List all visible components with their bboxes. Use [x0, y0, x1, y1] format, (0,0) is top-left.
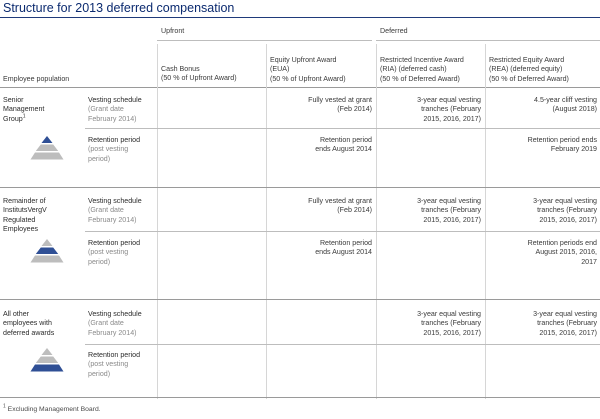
header-restricted-incentive-award: Restricted Incentive Award (RIA) (deferred cash) (50 % of Deferred Award) [380, 56, 464, 83]
g2-bottom-rule [0, 299, 600, 300]
column-divider-ria [376, 44, 377, 399]
header-bottom-rule [0, 87, 600, 88]
g1-retention-eua: Retention period ends August 2014 [315, 136, 372, 154]
title-divider [0, 17, 600, 18]
g3-vesting-schedule-label: Vesting schedule (Grant date February 2014) [88, 310, 142, 337]
g2-retention-rea: Retention periods end August 2015, 2016, 2017 [527, 239, 597, 266]
pyramid-top-tier-icon [30, 135, 64, 161]
pyramid-middle-tier-icon [30, 238, 64, 264]
upfront-group-rule [157, 40, 372, 41]
table-bottom-rule [0, 397, 600, 398]
g2-vesting-schedule-label: Vesting schedule (Grant date February 2014) [88, 197, 142, 224]
header-equity-upfront-award: Equity Upfront Award (EUA) (50 % of Upfront Award) [270, 56, 346, 83]
g1-vesting-ria: 3-year equal vesting tranches (February 2015, 2016, 2017) [417, 96, 481, 123]
group-senior-management: Senior Management Group$^1$ [3, 96, 45, 123]
g1-vesting-rea: 4.5-year cliff vesting (August 2018) [534, 96, 597, 114]
header-employee-population: Employee population [3, 75, 70, 83]
g1-vesting-eua: Fully vested at grant (Feb 2014) [308, 96, 372, 114]
deferred-group-rule [376, 40, 600, 41]
group-institutsvergv-regulated: Remainder of InstitutsVergV Regulated Employees [3, 197, 47, 233]
g1-row-divider [85, 128, 600, 129]
g1-bottom-rule [0, 187, 600, 188]
g2-vesting-ria: 3-year equal vesting tranches (February 2015, 2016, 2017) [417, 197, 481, 224]
g3-vesting-ria: 3-year equal vesting tranches (February 2015, 2016, 2017) [417, 310, 481, 337]
g3-row-divider [85, 344, 600, 345]
column-divider-rea [485, 44, 486, 399]
column-divider-cash [157, 44, 158, 399]
header-upfront: Upfront [161, 27, 185, 35]
header-restricted-equity-award: Restricted Equity Award (REA) (deferred equity) (50 % of Deferred Award) [489, 56, 569, 83]
g3-vesting-rea: 3-year equal vesting tranches (February 2015, 2016, 2017) [533, 310, 597, 337]
g2-row-divider [85, 231, 600, 232]
g1-vesting-schedule-label: Vesting schedule (Grant date February 2014) [88, 96, 142, 123]
g2-retention-eua: Retention period ends August 2014 [315, 239, 372, 257]
group-all-other-employees: All other employees with deferred awards [3, 310, 55, 337]
g3-retention-period-label: Retention period (post vesting period) [88, 351, 141, 378]
footnote: $^1$ Excluding Management Board. [3, 403, 101, 413]
header-cash-bonus: Cash Bonus (50 % of Upfront Award) [161, 65, 237, 83]
page-title: Structure for 2013 deferred compensation [3, 1, 235, 15]
g2-vesting-eua: Fully vested at grant (Feb 2014) [308, 197, 372, 215]
g1-retention-period-label: Retention period (post vesting period) [88, 136, 141, 163]
column-divider-eua [266, 44, 267, 399]
g1-retention-rea: Retention period ends February 2019 [527, 136, 597, 154]
pyramid-base-tier-icon [30, 347, 64, 373]
header-deferred: Deferred [380, 27, 408, 35]
g2-vesting-rea: 3-year equal vesting tranches (February 2015, 2016, 2017) [533, 197, 597, 224]
g2-retention-period-label: Retention period (post vesting period) [88, 239, 141, 266]
